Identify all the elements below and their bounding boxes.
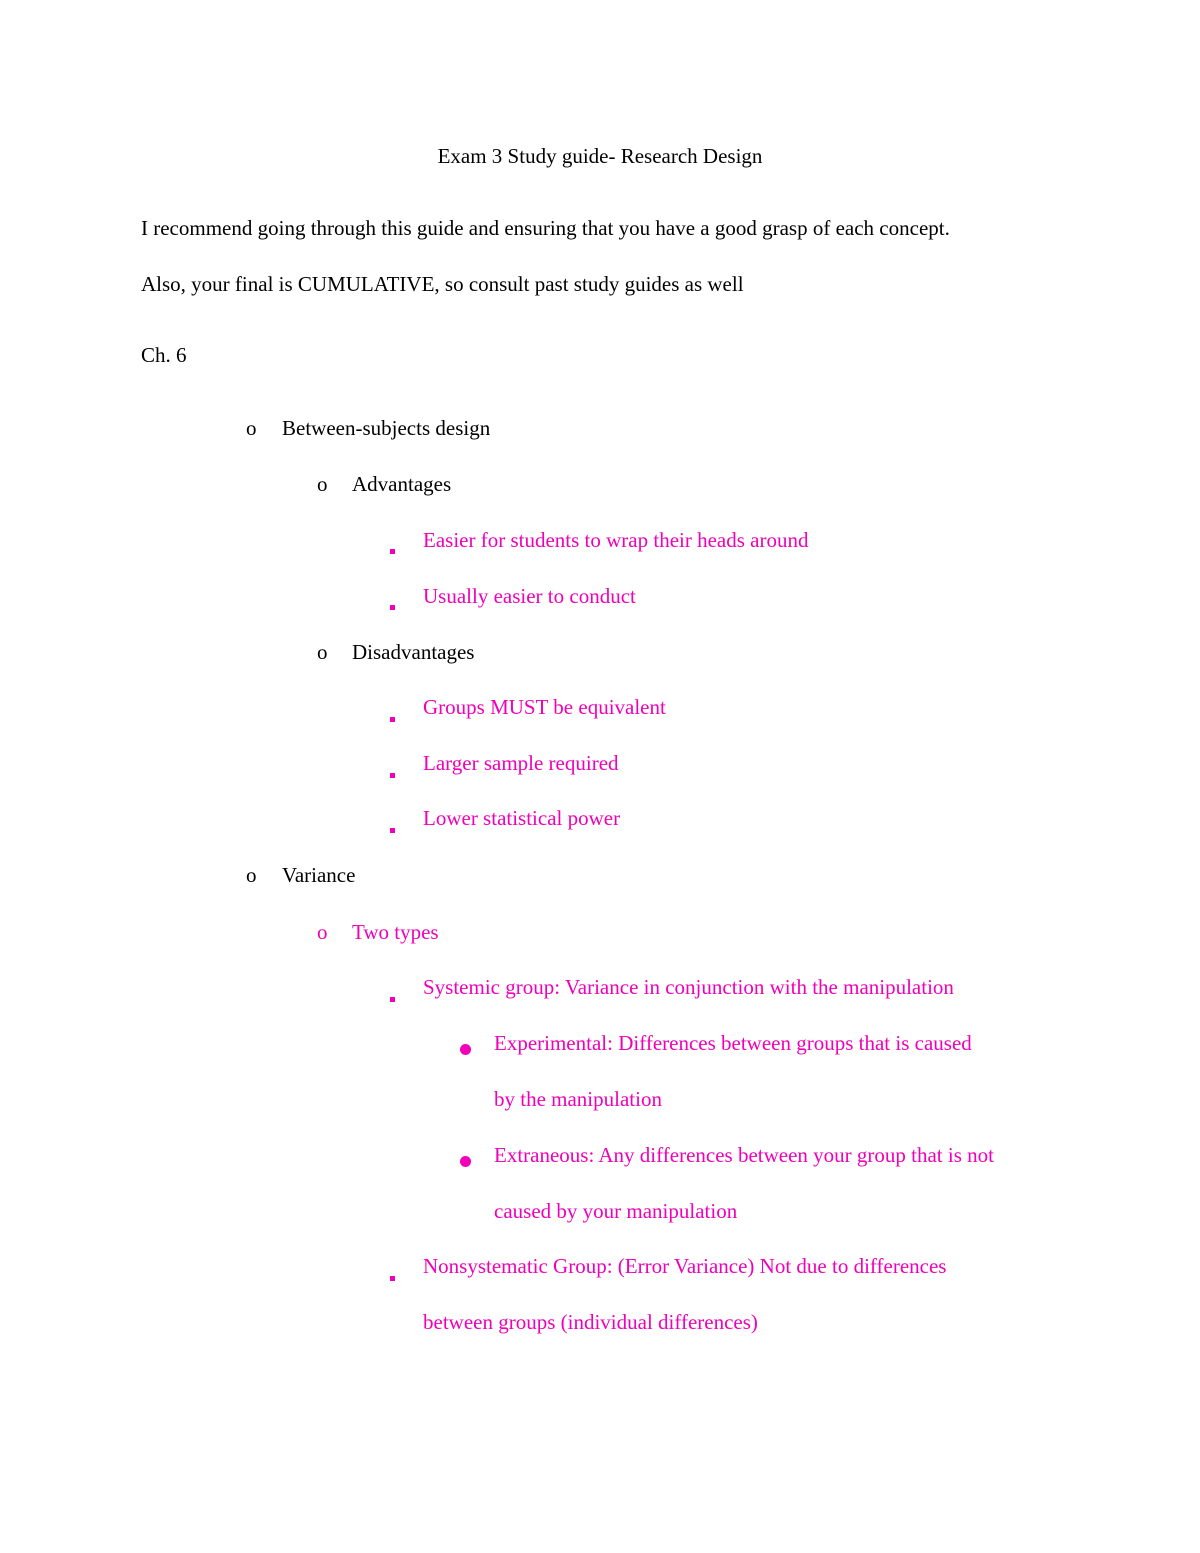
filled-circle-bullet-icon bbox=[460, 1150, 471, 1171]
hollow-circle-bullet-icon: o bbox=[317, 920, 328, 944]
outline-advantages: Advantages bbox=[352, 472, 452, 496]
hollow-circle-bullet-icon: o bbox=[246, 863, 257, 887]
chapter-heading: Ch. 6 bbox=[141, 343, 187, 367]
intro-line-2: Also, your final is CUMULATIVE, so consult past study guides as well bbox=[141, 272, 744, 296]
hollow-circle-bullet-icon: o bbox=[317, 640, 328, 664]
outline-experimental-line-2: by the manipulation bbox=[494, 1087, 662, 1111]
advantage-item: Usually easier to conduct bbox=[423, 584, 636, 608]
intro-line-1: I recommend going through this guide and ensuring that you have a good grasp of each concept. bbox=[141, 216, 950, 240]
outline-variance: Variance bbox=[282, 863, 356, 887]
advantage-item: Easier for students to wrap their heads around bbox=[423, 528, 809, 552]
square-bullet-icon bbox=[390, 816, 395, 837]
outline-experimental-line-1: Experimental: Differences between groups that is caused bbox=[494, 1031, 972, 1055]
square-bullet-icon bbox=[390, 761, 395, 782]
square-bullet-icon bbox=[390, 705, 395, 726]
outline-extraneous-line-1: Extraneous: Any differences between your group that is not bbox=[494, 1143, 994, 1167]
square-bullet-icon bbox=[390, 593, 395, 614]
hollow-circle-bullet-icon: o bbox=[317, 472, 328, 496]
outline-nonsystematic-line-2: between groups (individual differences) bbox=[423, 1310, 758, 1334]
disadvantage-item: Larger sample required bbox=[423, 751, 619, 775]
page-title: Exam 3 Study guide- Research Design bbox=[437, 144, 763, 168]
outline-nonsystematic-line-1: Nonsystematic Group: (Error Variance) Not due to differences bbox=[423, 1254, 947, 1278]
disadvantage-item: Lower statistical power bbox=[423, 806, 621, 830]
outline-between-subjects: Between-subjects design bbox=[282, 416, 491, 440]
square-bullet-icon bbox=[390, 985, 395, 1006]
outline-extraneous-line-2: caused by your manipulation bbox=[494, 1199, 738, 1223]
outline-two-types: Two types bbox=[352, 920, 439, 944]
disadvantage-item: Groups MUST be equivalent bbox=[423, 695, 666, 719]
square-bullet-icon bbox=[390, 1264, 395, 1285]
square-bullet-icon bbox=[390, 537, 395, 558]
filled-circle-bullet-icon bbox=[460, 1038, 471, 1059]
hollow-circle-bullet-icon: o bbox=[246, 416, 257, 440]
outline-systemic: Systemic group: Variance in conjunction with the manipulation bbox=[423, 975, 954, 999]
outline-disadvantages: Disadvantages bbox=[352, 640, 475, 664]
